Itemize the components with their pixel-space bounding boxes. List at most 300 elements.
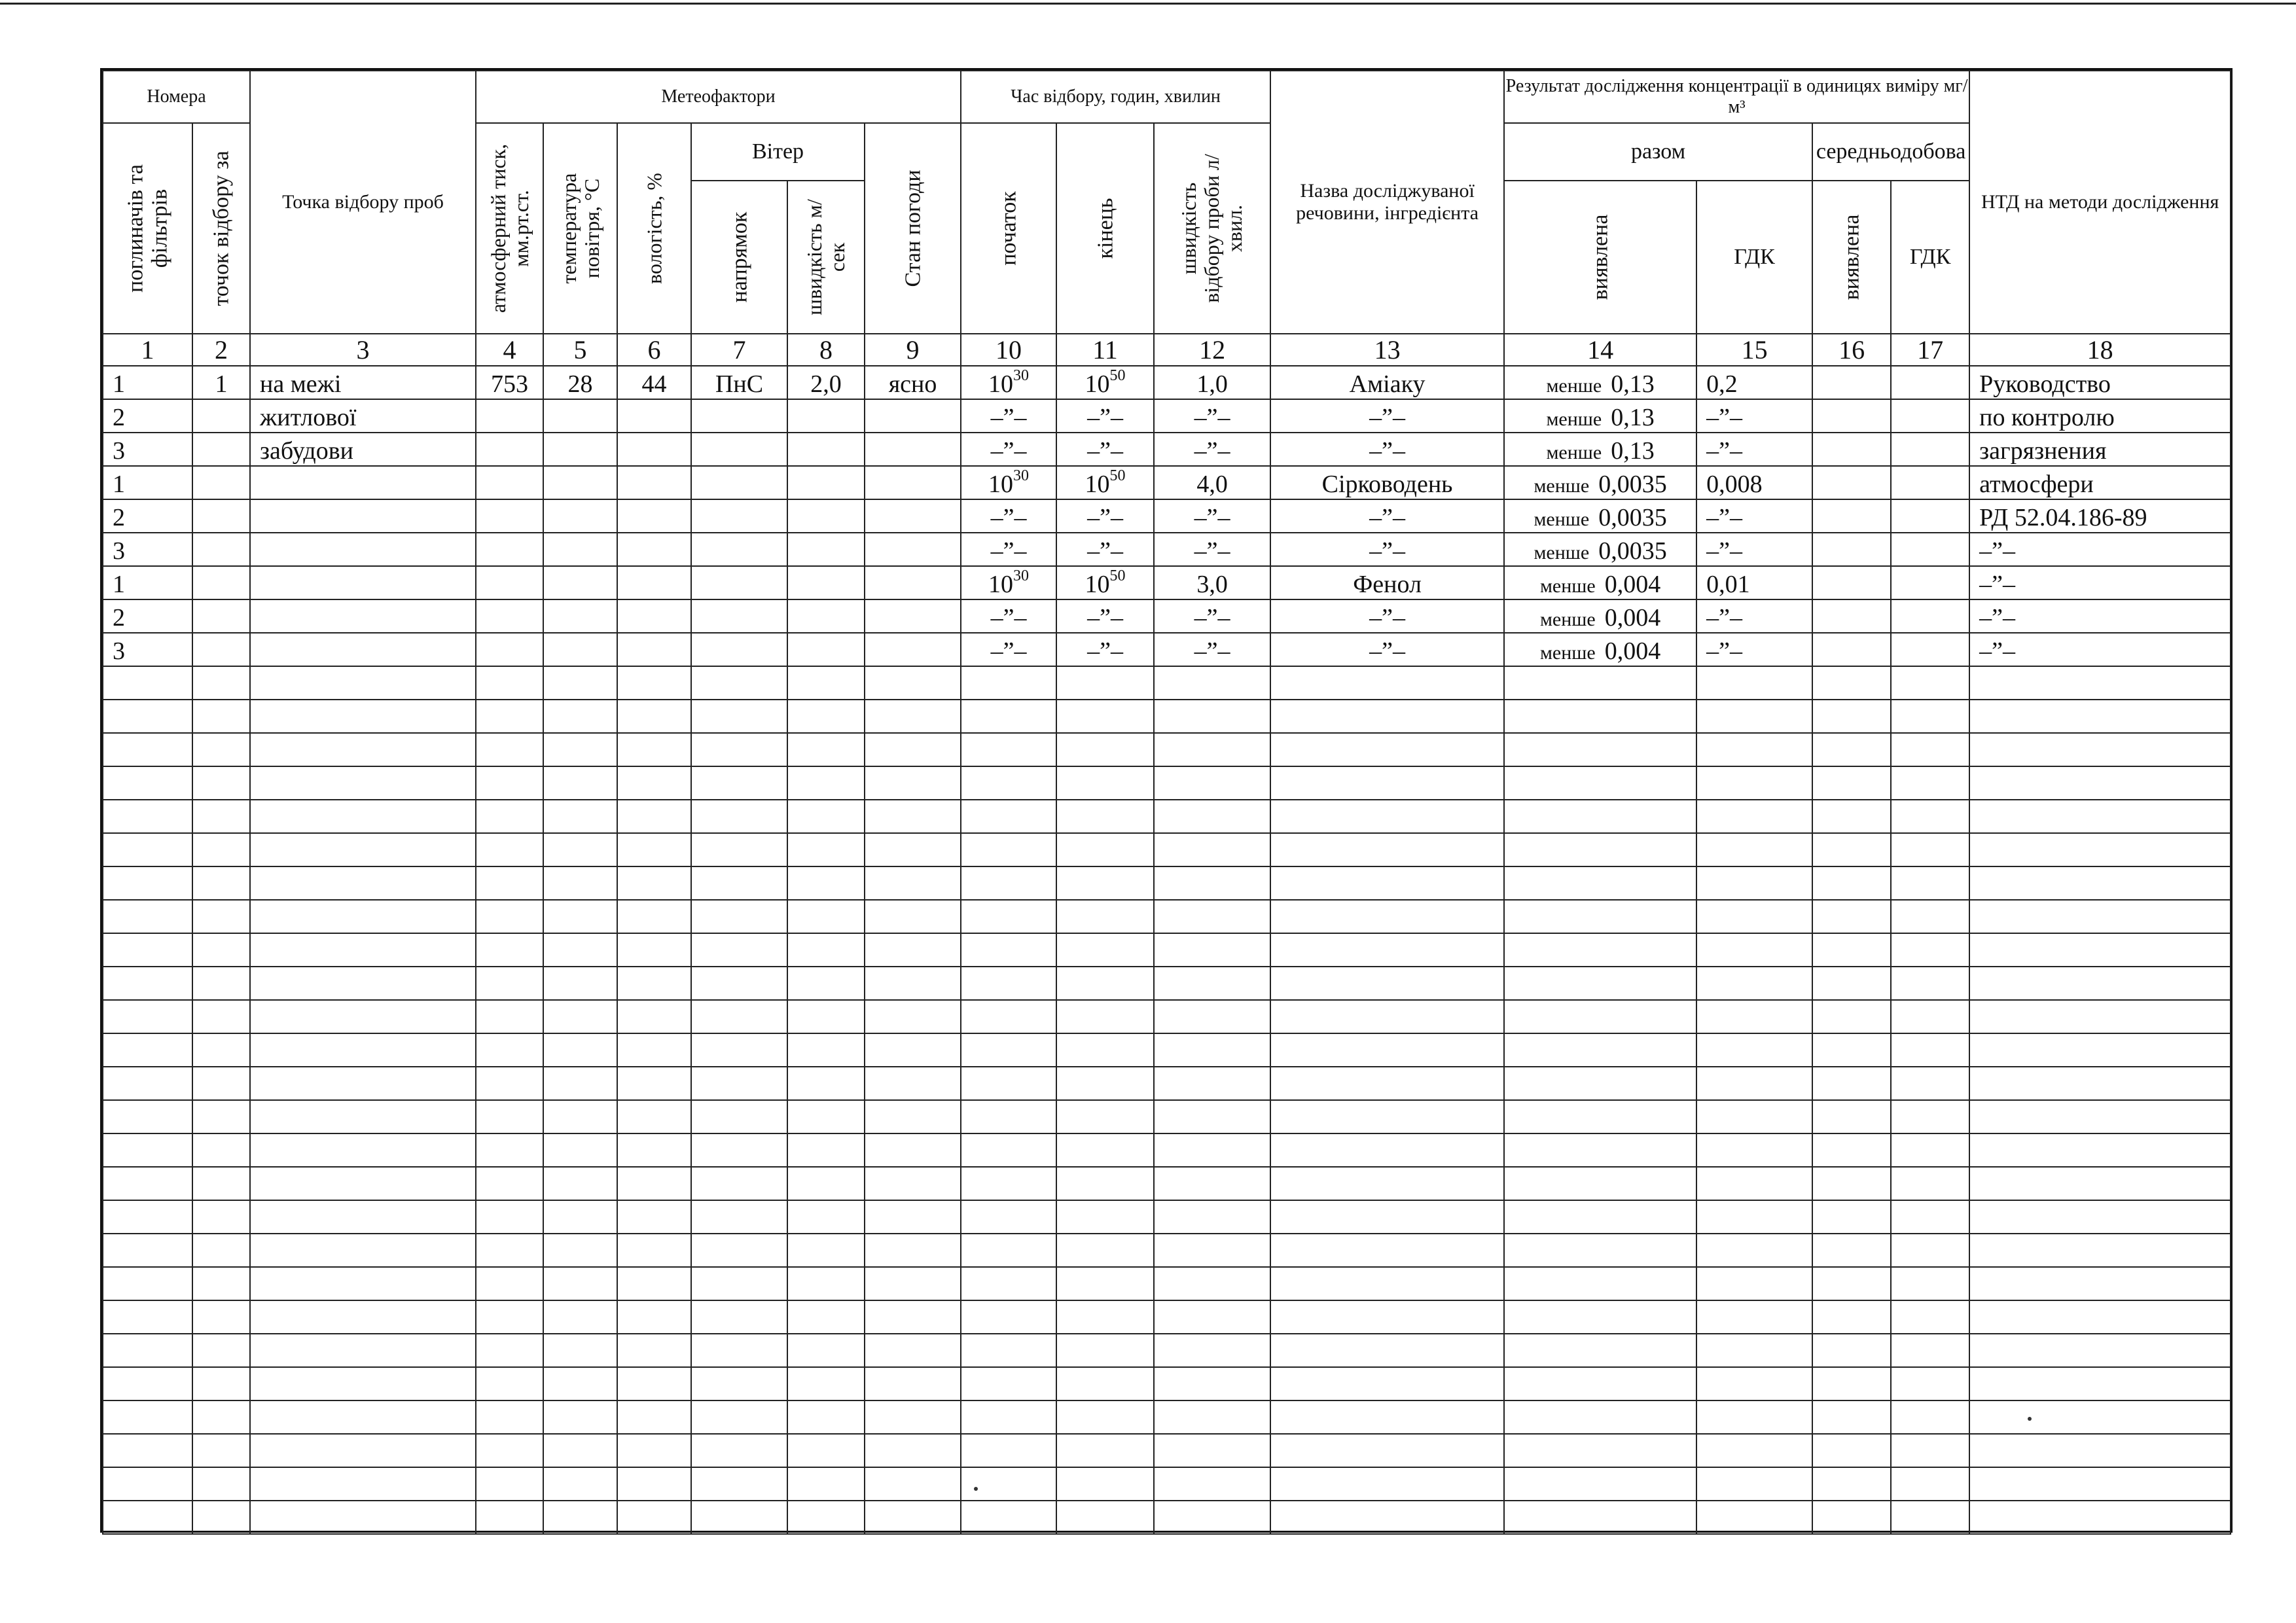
empty-cell (1504, 733, 1696, 766)
empty-cell (476, 733, 543, 766)
empty-cell (691, 1367, 787, 1400)
empty-cell (1969, 1367, 2231, 1400)
concentration-value: 0,13 (1611, 370, 1655, 398)
time-value: –”– (1087, 604, 1123, 632)
end-time (1056, 433, 1154, 466)
empty-cell (865, 1200, 961, 1234)
empty-cell (865, 1501, 961, 1534)
empty-cell (1696, 800, 1812, 833)
empty-cell (1056, 1200, 1154, 1234)
empty-cell (250, 1100, 476, 1133)
empty-cell (250, 700, 476, 733)
empty-cell (1154, 866, 1270, 900)
empty-cell (865, 1300, 961, 1334)
empty-cell (787, 666, 865, 700)
empty-cell (1969, 1234, 2231, 1267)
gdk-daily-value (1891, 399, 1969, 433)
empty-cell (250, 833, 476, 866)
empty-cell (617, 733, 691, 766)
col-num: 10 (961, 334, 1056, 366)
empty-cell (1056, 1167, 1154, 1200)
empty-cell (192, 933, 250, 967)
empty-row (103, 666, 2231, 700)
table-row (103, 566, 2231, 599)
col-num: 3 (250, 334, 476, 366)
empty-cell (961, 1334, 1056, 1367)
empty-cell (192, 1267, 250, 1300)
header-ntd-methods: НТД на методи дослідження (1969, 71, 2231, 334)
empty-cell (691, 766, 787, 800)
empty-cell (250, 1033, 476, 1067)
empty-cell (250, 1434, 476, 1467)
header-detected-total: виявлена (1504, 181, 1696, 334)
empty-cell (250, 1234, 476, 1267)
scan-speck (2028, 1417, 2032, 1421)
empty-cell (1056, 1234, 1154, 1267)
empty-cell (543, 1334, 617, 1367)
wind-direction-value (691, 466, 787, 499)
temperature-value (543, 399, 617, 433)
detected-total-value (1504, 599, 1696, 633)
absorber-number: 2 (103, 399, 192, 433)
empty-cell (1969, 766, 2231, 800)
col-num: 14 (1504, 334, 1696, 366)
empty-cell (543, 1267, 617, 1300)
gdk-daily-value (1891, 533, 1969, 566)
empty-cell (1056, 967, 1154, 1000)
sampling-rate: –”– (1154, 633, 1270, 666)
empty-cell (1504, 1100, 1696, 1133)
empty-cell (1969, 1000, 2231, 1033)
empty-cell (543, 900, 617, 933)
empty-cell (543, 1200, 617, 1234)
point-number (192, 399, 250, 433)
empty-cell (787, 833, 865, 866)
empty-cell (250, 1334, 476, 1367)
empty-cell (476, 1501, 543, 1534)
time-value: –”– (990, 437, 1027, 465)
detected-total-value (1504, 499, 1696, 533)
empty-cell (543, 967, 617, 1000)
ntd-method: –”– (1969, 599, 2231, 633)
gdk-daily-value (1891, 466, 1969, 499)
time-value: 10 (988, 471, 1014, 498)
empty-cell (476, 1334, 543, 1367)
empty-row (103, 766, 2231, 800)
empty-cell (543, 733, 617, 766)
gdk-daily-value (1891, 499, 1969, 533)
empty-cell (1696, 900, 1812, 933)
empty-cell (1504, 1400, 1696, 1434)
empty-cell (1891, 1400, 1969, 1434)
empty-cell (1891, 1200, 1969, 1234)
empty-cell (250, 900, 476, 933)
empty-cell (1696, 833, 1812, 866)
col-num: 2 (192, 334, 250, 366)
empty-cell (1154, 800, 1270, 833)
empty-cell (1891, 1133, 1969, 1167)
end-time (1056, 466, 1154, 499)
empty-cell (961, 700, 1056, 733)
header-start: початок (961, 123, 1056, 334)
empty-cell (103, 1234, 192, 1267)
pressure-value (476, 433, 543, 466)
empty-cell (1696, 766, 1812, 800)
empty-cell (1891, 1000, 1969, 1033)
time-value: 10 (1085, 471, 1110, 498)
absorber-number: 1 (103, 566, 192, 599)
gdk-total-value: –”– (1696, 433, 1812, 466)
empty-cell (1154, 1334, 1270, 1367)
sampling-point: забудови (250, 433, 476, 466)
empty-cell (865, 1100, 961, 1133)
less-than-label: менше (1546, 408, 1602, 430)
empty-cell (1154, 766, 1270, 800)
empty-cell (617, 1300, 691, 1334)
empty-cell (250, 666, 476, 700)
humidity-value (617, 599, 691, 633)
less-than-label: менше (1539, 609, 1596, 630)
gdk-total-value: –”– (1696, 633, 1812, 666)
empty-cell (1056, 1000, 1154, 1033)
empty-cell (1891, 1434, 1969, 1467)
empty-row (103, 1100, 2231, 1133)
empty-cell (691, 1300, 787, 1334)
empty-cell (1696, 1434, 1812, 1467)
empty-cell (617, 1267, 691, 1300)
empty-cell (787, 1267, 865, 1300)
humidity-value: 44 (617, 366, 691, 399)
empty-cell (1891, 1501, 1969, 1534)
end-time (1056, 633, 1154, 666)
empty-cell (1270, 1067, 1504, 1100)
empty-cell (1891, 833, 1969, 866)
empty-cell (543, 1167, 617, 1200)
empty-cell (476, 1067, 543, 1100)
empty-cell (1812, 1167, 1891, 1200)
start-time (961, 599, 1056, 633)
empty-cell (476, 1367, 543, 1400)
empty-cell (250, 1067, 476, 1100)
empty-cell (1154, 700, 1270, 733)
empty-cell (1154, 666, 1270, 700)
point-number (192, 566, 250, 599)
humidity-value (617, 466, 691, 499)
empty-cell (1504, 1000, 1696, 1033)
humidity-value (617, 499, 691, 533)
empty-cell (1696, 1400, 1812, 1434)
empty-cell (617, 1400, 691, 1434)
empty-cell (1696, 1300, 1812, 1334)
empty-cell (1504, 1234, 1696, 1267)
less-than-label: менше (1546, 442, 1602, 463)
empty-cell (787, 766, 865, 800)
empty-cell (865, 733, 961, 766)
less-than-label: менше (1539, 642, 1596, 664)
empty-cell (1270, 1133, 1504, 1167)
header-wind-direction: напрямок (691, 181, 787, 334)
empty-cell (250, 933, 476, 967)
empty-cell (192, 900, 250, 933)
substance-name: –”– (1270, 499, 1504, 533)
empty-row (103, 900, 2231, 933)
empty-cell (691, 933, 787, 967)
empty-cell (103, 1334, 192, 1367)
empty-cell (1270, 1000, 1504, 1033)
empty-cell (1891, 766, 1969, 800)
empty-cell (476, 833, 543, 866)
empty-cell (1504, 967, 1696, 1000)
empty-cell (1696, 733, 1812, 766)
point-number (192, 533, 250, 566)
empty-cell (1891, 866, 1969, 900)
empty-cell (476, 1434, 543, 1467)
empty-cell (476, 900, 543, 933)
wind-direction-value (691, 533, 787, 566)
empty-cell (1812, 1300, 1891, 1334)
wind-speed-value (787, 599, 865, 633)
scan-speck (974, 1487, 978, 1491)
empty-cell (1696, 1234, 1812, 1267)
sampling-rate: –”– (1154, 399, 1270, 433)
empty-cell (476, 666, 543, 700)
time-minutes: 50 (1109, 467, 1126, 484)
empty-cell (691, 800, 787, 833)
gdk-daily-value (1891, 366, 1969, 399)
empty-cell (1270, 700, 1504, 733)
time-value: –”– (990, 604, 1027, 632)
time-minutes: 30 (1013, 367, 1030, 384)
temperature-value: 28 (543, 366, 617, 399)
empty-cell (961, 1167, 1056, 1200)
gdk-total-value: –”– (1696, 399, 1812, 433)
empty-cell (1056, 1334, 1154, 1367)
empty-cell (476, 1167, 543, 1200)
empty-cell (1969, 1067, 2231, 1100)
header-weather: Стан погоди (865, 123, 961, 334)
start-time (961, 433, 1056, 466)
empty-cell (1696, 1501, 1812, 1534)
empty-row (103, 1501, 2231, 1534)
empty-cell (192, 700, 250, 733)
wind-direction-value (691, 433, 787, 466)
col-num: 5 (543, 334, 617, 366)
empty-cell (1969, 833, 2231, 866)
empty-cell (865, 900, 961, 933)
end-time (1056, 499, 1154, 533)
empty-cell (1154, 1033, 1270, 1067)
empty-cell (543, 666, 617, 700)
empty-cell (1154, 900, 1270, 933)
start-time (961, 466, 1056, 499)
empty-cell (250, 1200, 476, 1234)
detected-daily-value (1812, 399, 1891, 433)
empty-cell (617, 1434, 691, 1467)
sampling-point: житлової (250, 399, 476, 433)
empty-cell (865, 1434, 961, 1467)
empty-cell (103, 1133, 192, 1167)
empty-cell (543, 833, 617, 866)
header-sampling-time: Час відбору, годин, хвилин (961, 71, 1270, 123)
empty-cell (1696, 1100, 1812, 1133)
col-num: 12 (1154, 334, 1270, 366)
empty-cell (865, 933, 961, 967)
pressure-value (476, 633, 543, 666)
empty-cell (865, 967, 961, 1000)
empty-cell (1812, 1133, 1891, 1167)
empty-cell (865, 1033, 961, 1067)
empty-cell (617, 866, 691, 900)
empty-cell (103, 1267, 192, 1300)
empty-cell (617, 833, 691, 866)
empty-cell (1504, 766, 1696, 800)
empty-cell (691, 666, 787, 700)
empty-cell (1812, 933, 1891, 967)
gdk-daily-value (1891, 633, 1969, 666)
empty-cell (691, 833, 787, 866)
results-table (102, 70, 2231, 1535)
humidity-value (617, 399, 691, 433)
detected-total-value (1504, 366, 1696, 399)
empty-cell (1812, 800, 1891, 833)
empty-cell (865, 1133, 961, 1167)
empty-cell (787, 1067, 865, 1100)
col-num: 7 (691, 334, 787, 366)
empty-cell (543, 1133, 617, 1167)
empty-cell (1812, 1501, 1891, 1534)
empty-row (103, 833, 2231, 866)
empty-cell (865, 1067, 961, 1100)
humidity-value (617, 533, 691, 566)
wind-speed-value (787, 633, 865, 666)
sampling-point: на межі (250, 366, 476, 399)
empty-cell (691, 1133, 787, 1167)
empty-row (103, 1033, 2231, 1067)
gdk-total-value: –”– (1696, 499, 1812, 533)
empty-cell (1056, 1467, 1154, 1501)
sampling-rate: –”– (1154, 533, 1270, 566)
empty-cell (1270, 900, 1504, 933)
empty-cell (1812, 1067, 1891, 1100)
empty-cell (1891, 1300, 1969, 1334)
empty-cell (691, 1400, 787, 1434)
empty-cell (1812, 900, 1891, 933)
concentration-value: 0,004 (1604, 637, 1661, 665)
empty-cell (192, 1334, 250, 1367)
detected-daily-value (1812, 566, 1891, 599)
empty-cell (1891, 800, 1969, 833)
wind-direction-value (691, 499, 787, 533)
temperature-value (543, 533, 617, 566)
ntd-method: по контролю (1969, 399, 2231, 433)
empty-row (103, 1434, 2231, 1467)
empty-cell (250, 1133, 476, 1167)
empty-cell (543, 766, 617, 800)
concentration-value: 0,13 (1611, 437, 1655, 465)
empty-cell (617, 1367, 691, 1400)
empty-cell (1270, 1200, 1504, 1234)
start-time (961, 366, 1056, 399)
empty-cell (787, 1400, 865, 1434)
empty-cell (1812, 967, 1891, 1000)
col-num: 4 (476, 334, 543, 366)
empty-cell (1056, 833, 1154, 866)
col-num: 15 (1696, 334, 1812, 366)
empty-cell (1969, 1467, 2231, 1501)
empty-cell (1812, 1367, 1891, 1400)
empty-cell (1504, 1167, 1696, 1200)
wind-direction-value (691, 633, 787, 666)
empty-cell (617, 1467, 691, 1501)
empty-row (103, 866, 2231, 900)
empty-cell (1969, 866, 2231, 900)
empty-cell (543, 1434, 617, 1467)
substance-name: Сірководень (1270, 466, 1504, 499)
column-number-row (103, 334, 2231, 366)
empty-cell (1812, 1334, 1891, 1367)
empty-cell (617, 1334, 691, 1367)
header-substance-name: Назва досліджуваної речовини, інгредієнта (1270, 71, 1504, 334)
empty-cell (1154, 1200, 1270, 1234)
header-absorbers: поглиначів та фільтрів (103, 123, 192, 334)
empty-cell (1056, 1300, 1154, 1334)
empty-cell (691, 700, 787, 733)
empty-cell (192, 1067, 250, 1100)
empty-cell (543, 1501, 617, 1534)
empty-cell (543, 800, 617, 833)
empty-cell (787, 1434, 865, 1467)
sampling-point (250, 566, 476, 599)
empty-cell (1969, 733, 2231, 766)
empty-cell (1891, 900, 1969, 933)
header-temperature: температура повітря, °С (543, 123, 617, 334)
empty-cell (476, 700, 543, 733)
empty-cell (543, 1300, 617, 1334)
col-num: 17 (1891, 334, 1969, 366)
empty-cell (1270, 866, 1504, 900)
empty-cell (1270, 1434, 1504, 1467)
time-minutes: 30 (1013, 567, 1030, 584)
empty-cell (1056, 1067, 1154, 1100)
empty-cell (1154, 1300, 1270, 1334)
empty-cell (865, 1000, 961, 1033)
empty-cell (691, 1167, 787, 1200)
empty-cell (476, 1400, 543, 1434)
absorber-number: 3 (103, 633, 192, 666)
empty-cell (617, 1501, 691, 1534)
empty-cell (250, 1300, 476, 1334)
sampling-rate: –”– (1154, 433, 1270, 466)
empty-cell (250, 1400, 476, 1434)
empty-cell (103, 766, 192, 800)
empty-row (103, 700, 2231, 733)
empty-cell (617, 800, 691, 833)
header-sampling-point: Точка відбору проб (250, 71, 476, 334)
empty-cell (1696, 1133, 1812, 1167)
concentration-value: 0,004 (1604, 604, 1661, 632)
scan-top-edge-line (0, 3, 2296, 5)
concentration-value: 0,13 (1611, 404, 1655, 431)
empty-cell (1154, 1067, 1270, 1100)
empty-row (103, 1267, 2231, 1300)
empty-cell (961, 833, 1056, 866)
empty-cell (691, 1033, 787, 1067)
empty-cell (103, 1300, 192, 1334)
empty-cell (1696, 933, 1812, 967)
empty-cell (961, 1234, 1056, 1267)
empty-cell (961, 1067, 1056, 1100)
empty-cell (1504, 900, 1696, 933)
